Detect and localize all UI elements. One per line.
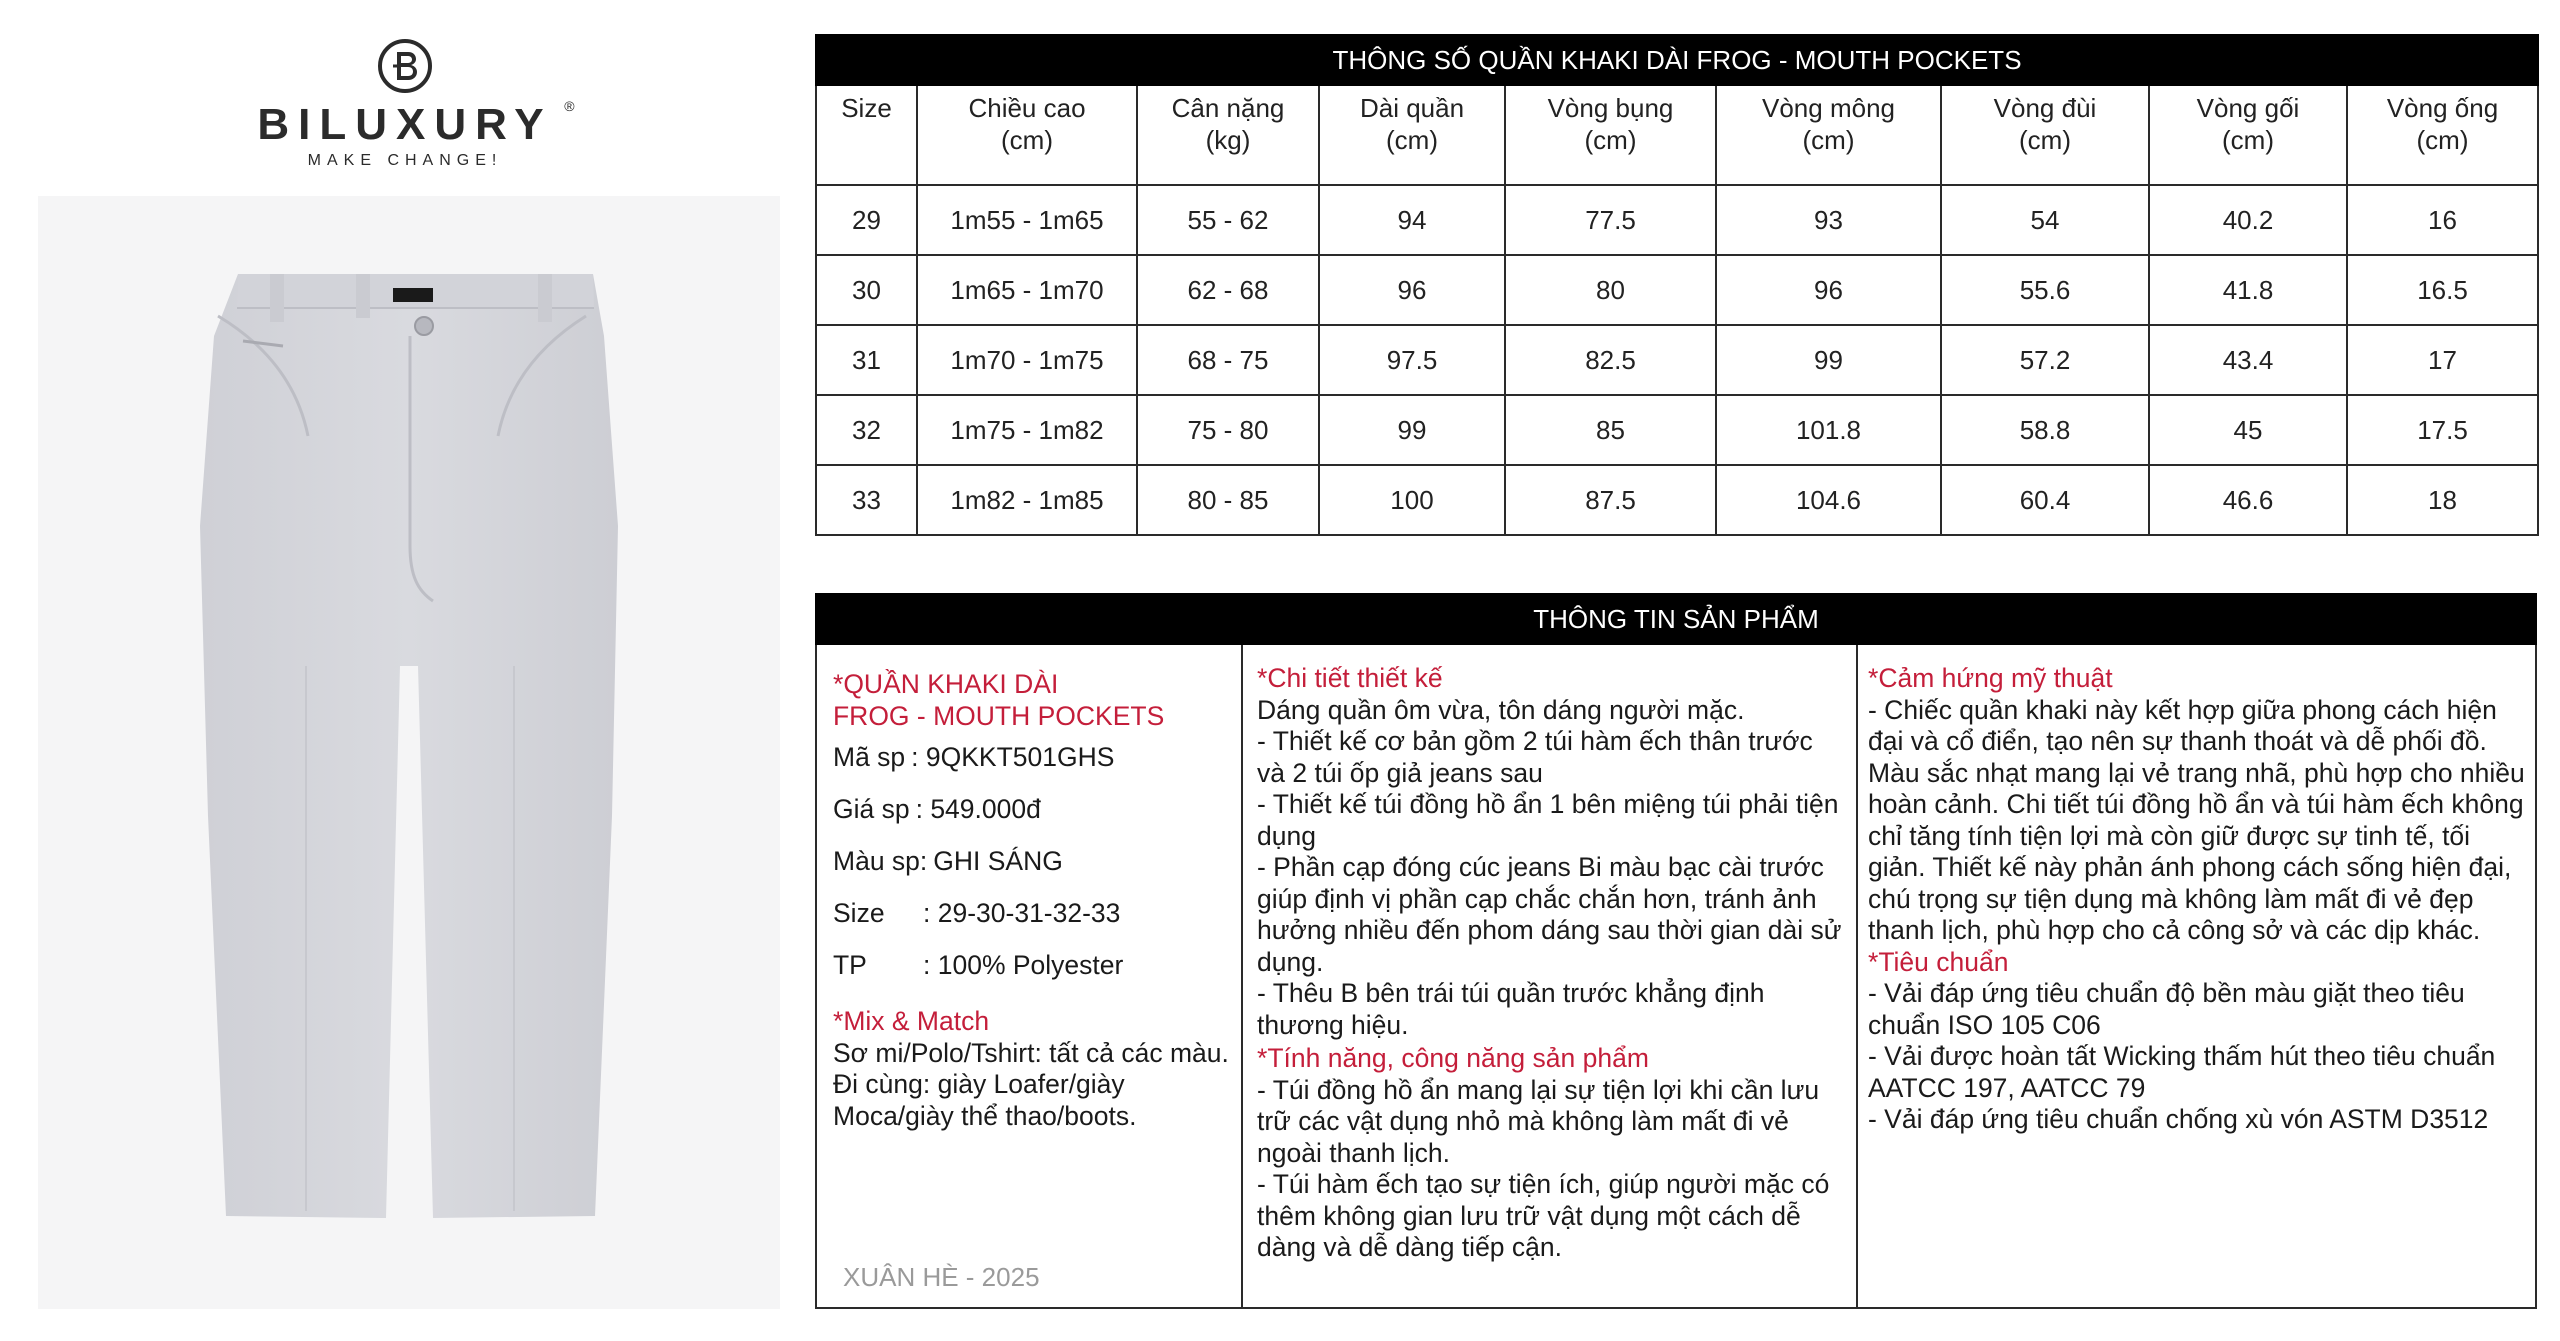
table-row xyxy=(816,185,2538,255)
table-cell: 75 - 80 xyxy=(1137,395,1319,465)
product-info-box xyxy=(815,645,2537,1309)
design-title: *Chi tiết thiết kế xyxy=(1257,663,1443,693)
product-image xyxy=(38,196,780,1309)
brand-tagline: MAKE CHANGE! xyxy=(307,152,503,169)
header-thigh: Vòng đùi (cm) xyxy=(1941,85,2149,185)
design-line: Dáng quần ôm vừa, tôn dáng người mặc. xyxy=(1257,694,1745,725)
trousers-illustration xyxy=(38,196,780,1309)
season-label: XUÂN HÈ - 2025 xyxy=(843,1261,1040,1292)
table-cell: 80 xyxy=(1505,255,1716,325)
table-cell: 97.5 xyxy=(1319,325,1505,395)
table-cell: 62 - 68 xyxy=(1137,255,1319,325)
price-row xyxy=(833,784,1241,836)
inspiration-column xyxy=(1858,645,2535,1307)
header-length: Dài quần (cm) xyxy=(1319,85,1505,185)
price-value: : 549.000đ xyxy=(915,794,1041,825)
price-label: Giá sp xyxy=(833,794,910,825)
size-value: : 29-30-31-32-33 xyxy=(923,898,1121,929)
standard-title: *Tiêu chuẩn xyxy=(1868,946,2009,977)
table-cell: 17 xyxy=(2347,325,2538,395)
header-leg-opening: Vòng ống (cm) xyxy=(2347,85,2538,185)
material-row xyxy=(833,940,1241,992)
table-row xyxy=(816,255,2538,325)
mix-match-line2: Đi cùng: giày Loafer/giày Moca/giày thể thao/boots. xyxy=(833,1069,1137,1131)
table-cell: 82.5 xyxy=(1505,325,1716,395)
table-cell: 41.8 xyxy=(2149,255,2347,325)
table-cell: 60.4 xyxy=(1941,465,2149,535)
table-cell: 87.5 xyxy=(1505,465,1716,535)
inspiration-text: - Chiếc quần khaki này kết hợp giữa phong cách hiện đại và cổ điển, tạo nên sự thanh thoát và dễ phối đồ. Màu sắc nhạt mang lại vẻ trang nhã, phù hợp cho nhiều hoàn cảnh. Chi tiết túi đồng hồ ẩn và túi hàm ếch không chỉ tăng tính tiện lợi mà còn giữ được sự tinh tế, tối giản. Thiết kế này phản ánh phong cách sống hiện đại, chú trọng sự tiện dụng mà không làm mất đi vẻ đẹp thanh lịch, phù hợp cho cả công sở và các dịp khác. xyxy=(1868,694,2525,945)
color-label: Màu sp: xyxy=(833,846,928,877)
design-line: - Phần cạp đóng cúc jeans Bi màu bạc cài trước giúp định vị phần cạp chắc chắn hơn, tránh ảnh hưởng nhiều đến phom dáng sau thời gian dài sử dụng. xyxy=(1257,852,1842,977)
table-cell: 57.2 xyxy=(1941,325,2149,395)
table-cell: 77.5 xyxy=(1505,185,1716,255)
standard-line: - Vải được hoàn tất Wicking thấm hút theo tiêu chuẩn AATCC 197, AATCC 79 xyxy=(1868,1041,2496,1103)
size-chart-title: THÔNG SỐ QUẦN KHAKI DÀI FROG - MOUTH POCKETS xyxy=(816,35,2538,85)
size-chart-table xyxy=(815,34,2539,536)
table-cell: 29 xyxy=(816,185,917,255)
header-knee: Vòng gối (cm) xyxy=(2149,85,2347,185)
feature-title: *Tính năng, công năng sản phẩm xyxy=(1257,1043,1649,1073)
header-size: Size xyxy=(816,85,917,185)
brand-logo xyxy=(255,38,575,178)
table-cell: 80 - 85 xyxy=(1137,465,1319,535)
size-chart-header-row xyxy=(816,85,2538,185)
table-row xyxy=(816,465,2538,535)
table-cell: 33 xyxy=(816,465,917,535)
sku-row xyxy=(833,732,1241,784)
material-value: : 100% Polyester xyxy=(923,950,1124,981)
table-cell: 58.8 xyxy=(1941,395,2149,465)
table-cell: 45 xyxy=(2149,395,2347,465)
product-info-title: THÔNG TIN SẢN PHẨM xyxy=(815,593,2537,645)
table-cell: 99 xyxy=(1319,395,1505,465)
table-cell: 1m82 - 1m85 xyxy=(917,465,1137,535)
product-summary-column xyxy=(817,645,1243,1307)
inspiration-title: *Cảm hứng mỹ thuật xyxy=(1868,663,2113,693)
table-cell: 1m75 - 1m82 xyxy=(917,395,1137,465)
product-name-line1: *QUẦN KHAKI DÀI xyxy=(833,669,1059,699)
table-cell: 46.6 xyxy=(2149,465,2347,535)
standard-line: - Vải đáp ứng tiêu chuẩn chống xù vón ASTM D3512 xyxy=(1868,1104,2489,1134)
b-circle-icon xyxy=(377,38,433,94)
table-cell: 1m70 - 1m75 xyxy=(917,325,1137,395)
table-cell: 100 xyxy=(1319,465,1505,535)
design-line: - Thiết kế cơ bản gồm 2 túi hàm ếch thân trước và 2 túi ốp giả jeans sau xyxy=(1257,726,1813,788)
design-line: - Thiết kế túi đồng hồ ẩn 1 bên miệng túi phải tiện dụng xyxy=(1257,789,1839,851)
table-cell: 93 xyxy=(1716,185,1941,255)
table-cell: 94 xyxy=(1319,185,1505,255)
brand-name: BILUXURY ® xyxy=(257,98,575,149)
table-cell: 96 xyxy=(1319,255,1505,325)
color-row xyxy=(833,836,1241,888)
size-row xyxy=(833,888,1241,940)
table-cell: 16 xyxy=(2347,185,2538,255)
color-value: GHI SÁNG xyxy=(933,846,1063,877)
header-waist: Vòng bụng (cm) xyxy=(1505,85,1716,185)
table-cell: 96 xyxy=(1716,255,1941,325)
material-label: TP xyxy=(833,950,867,981)
header-hip: Vòng mông (cm) xyxy=(1716,85,1941,185)
table-cell: 68 - 75 xyxy=(1137,325,1319,395)
product-name-line2: FROG - MOUTH POCKETS xyxy=(833,700,1165,731)
mix-match-line1: Sơ mi/Polo/Tshirt: tất cả các màu. xyxy=(833,1037,1229,1068)
feature-line: - Túi hàm ếch tạo sự tiện ích, giúp người mặc có thêm không gian lưu trữ vật dụng một cách dễ dàng và dễ dàng tiếp cận. xyxy=(1257,1169,1830,1262)
table-cell: 30 xyxy=(816,255,917,325)
table-cell: 1m55 - 1m65 xyxy=(917,185,1137,255)
size-label: Size xyxy=(833,898,885,929)
table-cell: 54 xyxy=(1941,185,2149,255)
table-cell: 99 xyxy=(1716,325,1941,395)
header-height: Chiều cao (cm) xyxy=(917,85,1137,185)
table-cell: 18 xyxy=(2347,465,2538,535)
sku-label: Mã sp xyxy=(833,742,906,773)
table-cell: 85 xyxy=(1505,395,1716,465)
feature-line: - Túi đồng hồ ẩn mang lại sự tiện lợi khi cần lưu trữ các vật dụng nhỏ mà không làm mất đi vẻ ngoài thanh lịch. xyxy=(1257,1074,1820,1168)
table-row xyxy=(816,395,2538,465)
table-cell: 17.5 xyxy=(2347,395,2538,465)
mix-match-title: *Mix & Match xyxy=(833,1006,990,1036)
table-cell: 31 xyxy=(816,325,917,395)
table-cell: 16.5 xyxy=(2347,255,2538,325)
table-cell: 40.2 xyxy=(2149,185,2347,255)
standard-line: - Vải đáp ứng tiêu chuẩn độ bền màu giặt theo tiêu chuẩn ISO 105 C06 xyxy=(1868,978,2465,1040)
table-cell: 101.8 xyxy=(1716,395,1941,465)
table-cell: 104.6 xyxy=(1716,465,1941,535)
table-cell: 32 xyxy=(816,395,917,465)
design-line: - Thêu B bên trái túi quần trước khẳng định thương hiệu. xyxy=(1257,978,1765,1040)
table-cell: 55 - 62 xyxy=(1137,185,1319,255)
table-cell: 1m65 - 1m70 xyxy=(917,255,1137,325)
design-details-column xyxy=(1243,645,1858,1307)
sku-value: : 9QKKT501GHS xyxy=(911,742,1115,773)
table-row xyxy=(816,325,2538,395)
table-cell: 43.4 xyxy=(2149,325,2347,395)
table-cell: 55.6 xyxy=(1941,255,2149,325)
header-weight: Cân nặng (kg) xyxy=(1137,85,1319,185)
